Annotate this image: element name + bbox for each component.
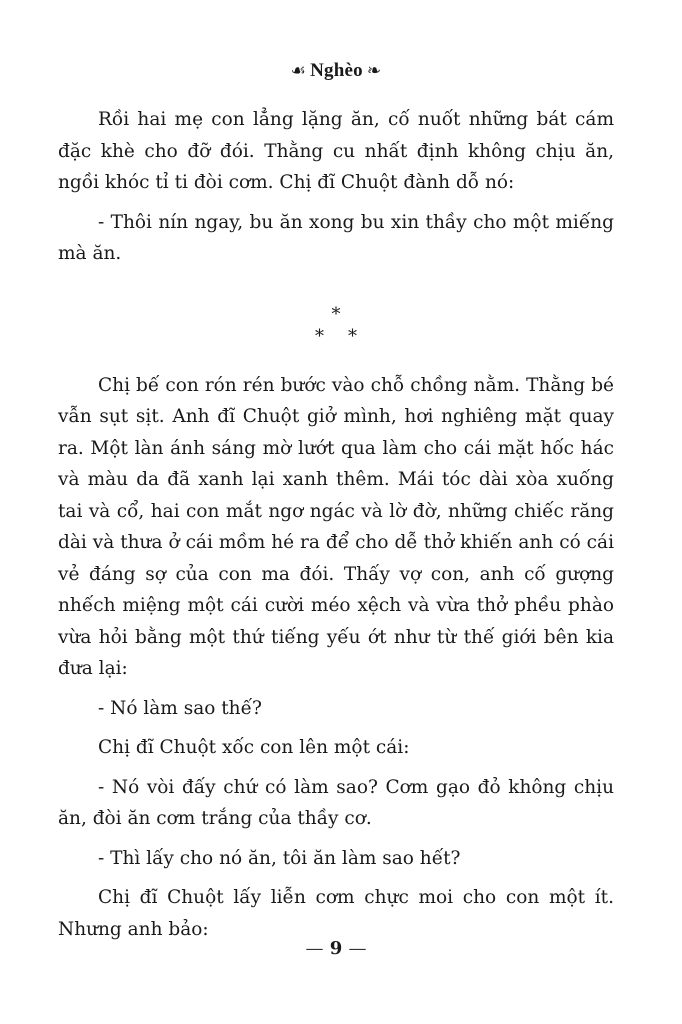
separator-star-row	[58, 326, 614, 348]
paragraph: - Nó vòi đấy chứ có làm sao? Cơm gạo đỏ không chịu ăn, đòi ăn cơm trắng của thầy cơ.	[58, 776, 614, 829]
separator-star-top: *	[331, 303, 341, 325]
paragraph: Chị đĩ Chuột lấy liễn cơm chực moi cho con một ít. Nhưng anh bảo:	[58, 887, 614, 940]
folio-dash-right: —	[348, 938, 367, 959]
chapter-title: Nghèo	[310, 60, 363, 81]
paragraph: - Nó làm sao thế?	[98, 697, 262, 719]
paragraph: - Thì lấy cho nó ăn, tôi ăn làm sao hết?	[98, 847, 461, 869]
ornament-left-icon: ☙	[290, 61, 307, 80]
page-number-footer	[58, 938, 614, 959]
separator-star-left: *	[315, 325, 324, 347]
separator-star-right: *	[348, 325, 357, 347]
ornament-right-icon: ❧	[366, 61, 382, 80]
section-separator	[58, 304, 614, 348]
book-page	[58, 0, 614, 1024]
paragraph: Chị bế con rón rén bước vào chỗ chồng nằm. Thằng bé vẫn sụt sịt. Anh đĩ Chuột giở mình, hơi nghiêng mặt quay ra. Một làn ánh sáng mờ lướt qua làm cho cái mặt hốc hác và màu da đã xanh lại xanh thêm. Mái tóc dài xòa xuống tai và cổ, hai con mắt ngơ ngác và lờ đờ, những chiếc răng dài và thưa ở cái mồm hé ra để cho dễ thở khiến anh có cái vẻ đáng sợ của con ma đói. Thấy vợ con, anh cố gượng nhếch miệng một cái cười méo xệch và vừa thở phều phào vừa hỏi bằng một thứ tiếng yếu ớt như từ thế giới bên kia đưa lại:	[58, 374, 614, 679]
paragraph: - Thôi nín ngay, bu ăn xong bu xin thầy cho một miếng mà ăn.	[58, 211, 614, 264]
running-header	[58, 60, 614, 82]
page-number: 9	[329, 938, 343, 959]
paragraph: Chị đĩ Chuột xốc con lên một cái:	[98, 737, 410, 758]
folio-dash-left: —	[305, 938, 324, 959]
paragraph: Rồi hai mẹ con lẳng lặng ăn, cố nuốt những bát cám đặc khè cho đỡ đói. Thằng cu nhất định không chịu ăn, ngồi khóc tỉ ti đòi cơm. Chị đĩ Chuột đành dỗ nó:	[58, 109, 614, 193]
body-text	[58, 104, 614, 953]
